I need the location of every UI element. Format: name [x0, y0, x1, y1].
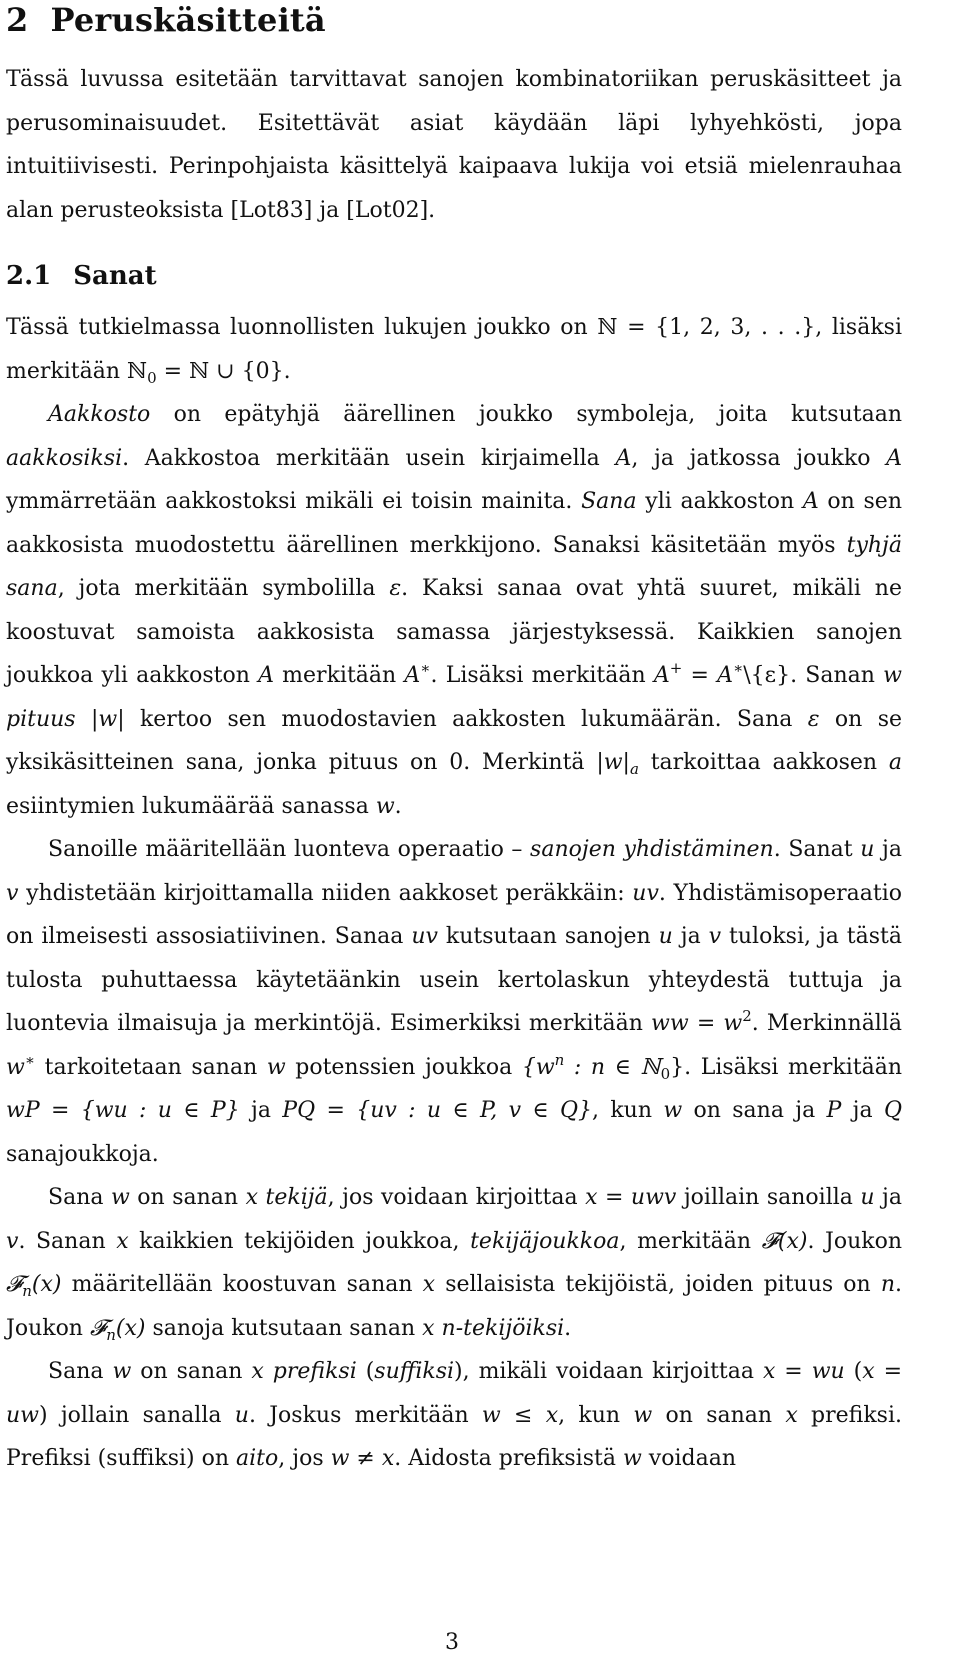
- section-intro-paragraph: Tässä luvussa esitetään tarvittavat sanojen kombinatoriikan peruskäsitteet ja perusominaisuudet. Esitettävät asiat käydään läpi lyhyehkösti, jopa intuitiivisesti. Perinpohjaista käsittelyä kaipaava lukija voi etsiä mielenrauhaa alan perusteoksista [Lot83] ja [Lot02].: [6, 67, 902, 223]
- subsection-title: Sanat: [73, 261, 157, 291]
- subsection-number: 2.1: [6, 261, 52, 291]
- section-title: Peruskäsitteitä: [50, 1, 326, 39]
- subsection-heading: [6, 256, 902, 296]
- paragraph-natural-numbers: Tässä tutkielmassa luonnollisten lukujen joukko on ℕ = {1, 2, 3, . . .}, lisäksi merkitään ℕ$_0$ = ℕ ∪ {0}.: [6, 315, 902, 387]
- section-heading: [6, 0, 902, 40]
- page-number: 3: [445, 1630, 459, 1655]
- paragraph-prefix-suffix: Sana w on sanan x prefiksi (suffiksi), mikäli voidaan kirjoittaa x = wu (x = uw) jollain sanalla u. Joskus merkitään w ≤ x, kun w on sanan x prefiksi. Prefiksi (suffiksi) on aito, jos w ≠ x. Aidosta prefiksistä w voidaan: [6, 1359, 903, 1471]
- paragraph-factors: Sana w on sanan x tekijä, jos voidaan kirjoittaa x = uwv joillain sanoilla u ja v. Sanan x kaikkien tekijöiden joukkoa, tekijäjoukkoa, merkitään 𝓕(x). Joukon 𝓕$_n$(x) määritellään koostuvan sanan x sellaisista tekijöistä, joiden pituus on n. Joukon 𝓕$_n$(x) sanoja kutsutaan sanan x n-tekijöiksi.: [6, 1185, 903, 1344]
- page-content: [6, 0, 902, 1481]
- paragraph-concatenation: Sanoille määritellään luonteva operaatio – sanojen yhdistäminen. Sanat u ja v yhdistetään kirjoittamalla niiden aakkoset peräkkäin: uv. Yhdistämisoperaatio on ilmeisesti assosiatiivinen. Sanaa uv kutsutaan sanojen u ja v tuloksi, ja tästä tulosta puhuttaessa käytetäänkin usein kertolaskun yhteydestä tuttuja ja luontevia ilmaisuja ja merkintöjä. Esimerkiksi merkitään ww = $w^2$. Merkinnällä w∗ tarkoitetaan sanan w potenssien joukkoa {$w^n$ : n ∈ ℕ$_0$}. Lisäksi merkitään wP = {wu : u ∈ P} ja PQ = {uv : u ∈ P, v ∈ Q}, kun w on sana ja P ja Q sanajoukkoja.: [6, 837, 903, 1167]
- paragraph-alphabet-words: Aakkosto on epätyhjä äärellinen joukko symboleja, joita kutsutaan aakkosiksi. Aakkostoa merkitään usein kirjaimella A, ja jatkossa joukko A ymmärretään aakkostoksi mikäli ei toisin mainita. Sana yli aakkoston A on sen aakkosista muodostettu äärellinen merkkijono. Sanaksi käsitetään myös tyhjä sana, jota merkitään symbolilla ε. Kaksi sanaa ovat yhtä suuret, mikäli ne koostuvat samoista aakkosista samassa järjestyksessä. Kaikkien sanojen joukkoa yli aakkoston A merkitään A∗. Lisäksi merkitään A+ = A∗\{ε}. Sanan w pituus |w| kertoo sen muodostavien aakkosten lukumäärän. Sana ε on se yksikäsitteinen sana, jonka pituus on 0. Merkintä $|w|_a$ tarkoittaa aakkosen a esiintymien lukumäärää sanassa w.: [6, 402, 902, 819]
- section-number: 2: [6, 1, 29, 39]
